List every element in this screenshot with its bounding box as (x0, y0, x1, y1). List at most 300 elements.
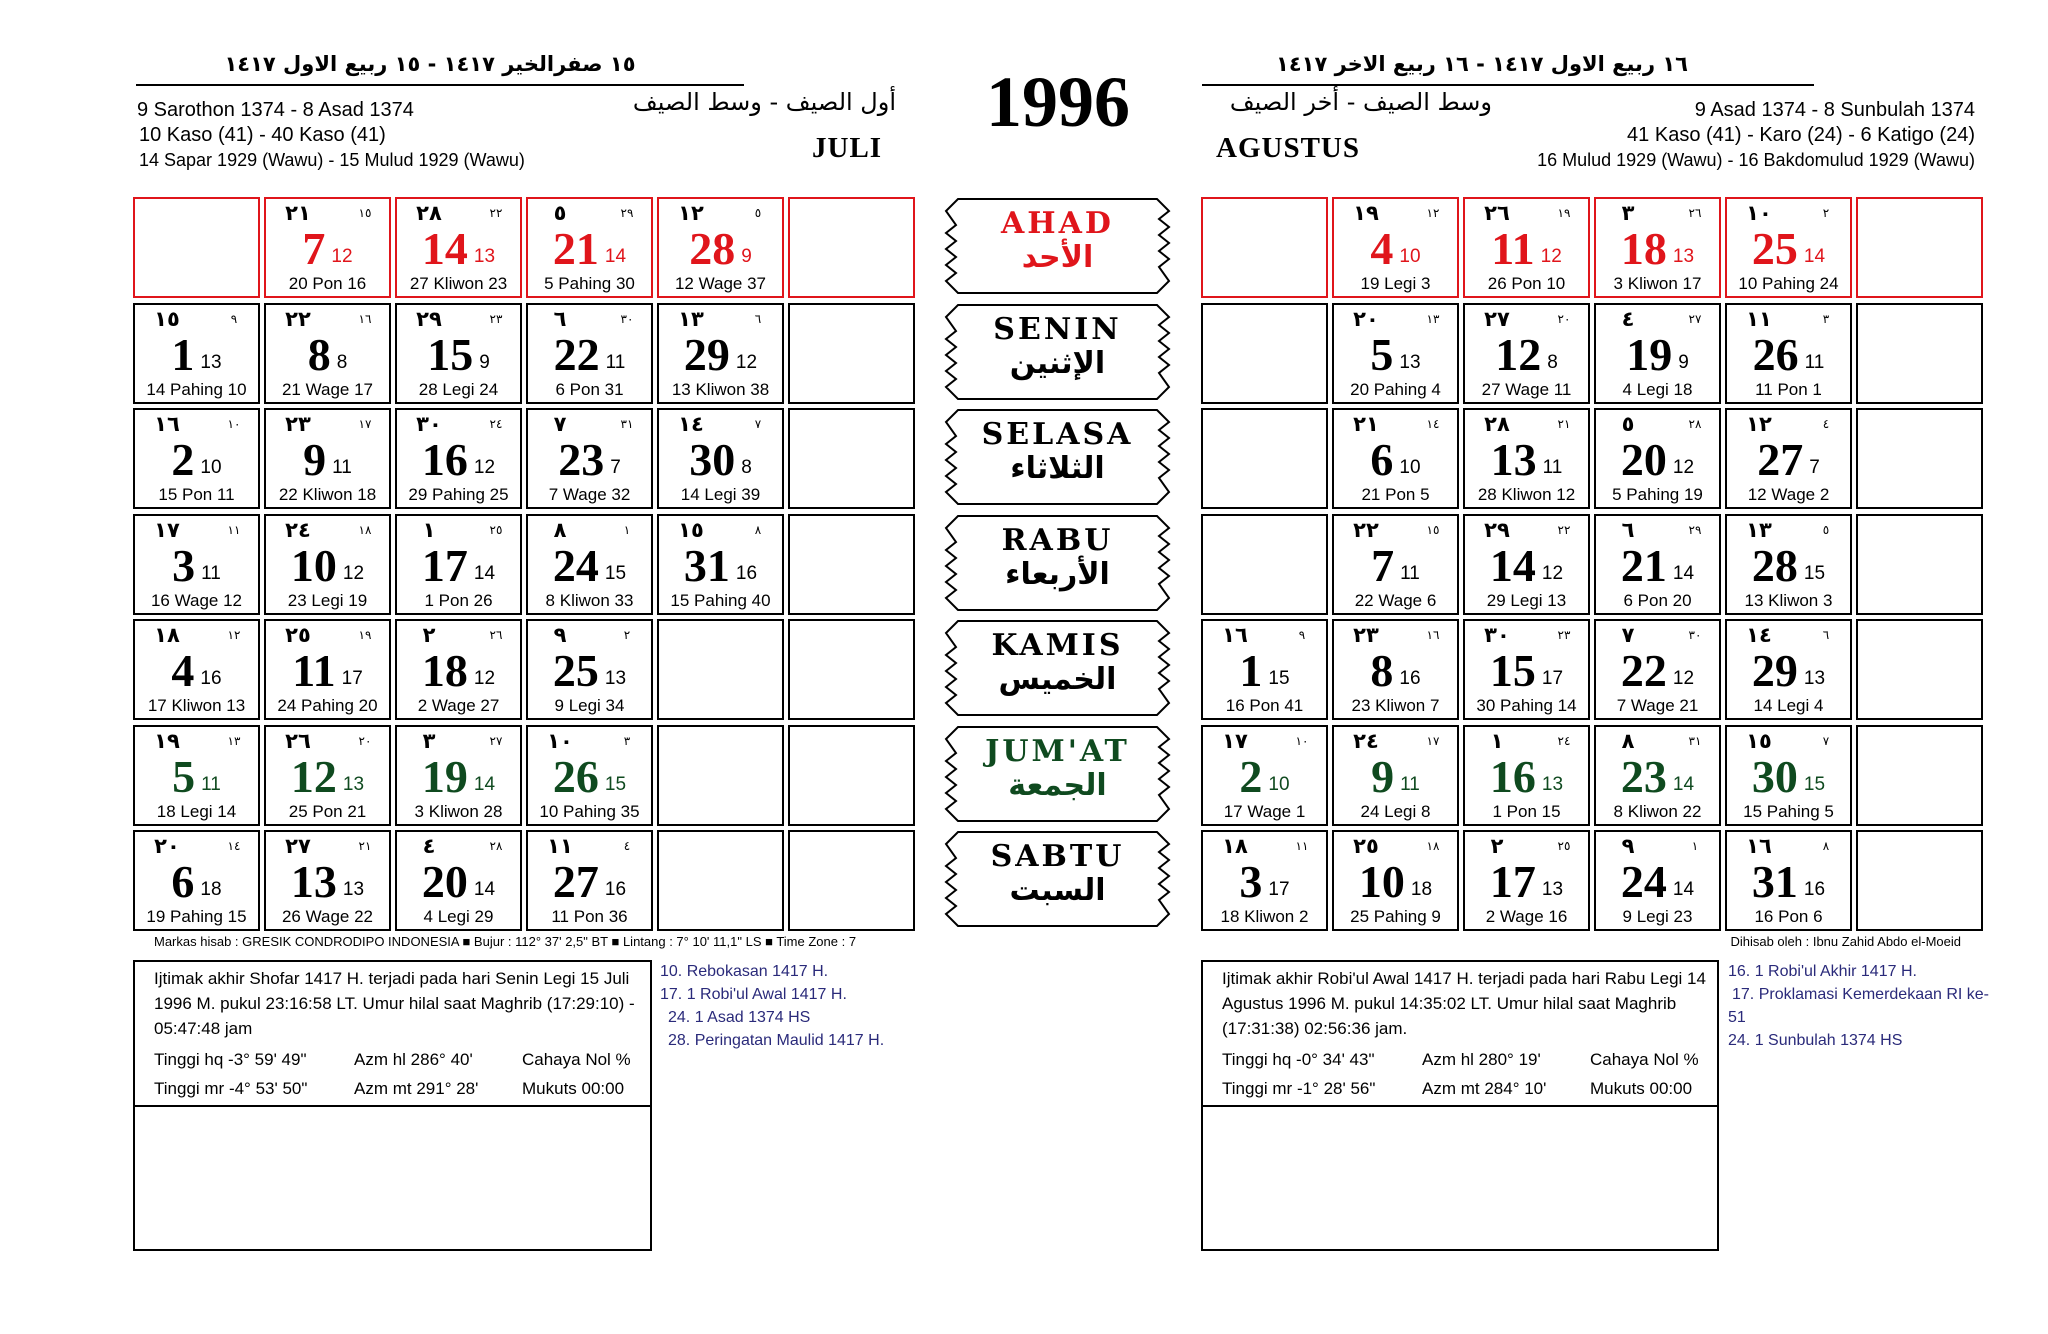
july-event-1: 10. Rebokasan 1417 H. (660, 963, 829, 980)
javanese-day: 13 (1803, 668, 1826, 689)
date-line (397, 645, 520, 696)
date-line (1203, 750, 1326, 802)
hijri-secondary: ٢٠ (358, 733, 372, 748)
javanese-day: 8 (336, 351, 348, 373)
july-day-cell (133, 830, 260, 931)
javanese-day: 18 (1410, 879, 1433, 900)
date-line (1465, 328, 1588, 380)
weekday-rabu (944, 514, 1171, 612)
javanese-day: 18 (200, 879, 222, 900)
hijri-day: ٢٣ (1353, 623, 1379, 647)
date-line (1727, 328, 1850, 380)
weekday-selasa (944, 408, 1171, 506)
july-hijri-range: ١٥ صفرالخير ١٤١٧ - ١٥ ربيع الاول ١٤١٧ (224, 52, 636, 76)
pasaran-label: 20 Pon 16 (288, 274, 367, 293)
pasaran-label: 14 Pahing 10 (146, 379, 247, 399)
hijri-line (1338, 517, 1453, 543)
july-empty-cell (788, 303, 915, 404)
july-day-cell (657, 408, 784, 509)
pasaran-label: 7 Wage 32 (548, 485, 631, 504)
hijri-line (1600, 306, 1715, 332)
date-line (1465, 434, 1588, 485)
july-day-cell (264, 619, 391, 720)
pasaran-label: 11 Pon 1 (1755, 379, 1822, 399)
august-empty-cell (1201, 514, 1328, 615)
hijri-secondary: ١٨ (1426, 839, 1440, 853)
date-line (1596, 645, 1719, 696)
hijri-secondary: ١٥ (358, 206, 372, 220)
hijri-line (139, 833, 254, 859)
hijri-line (1731, 728, 1846, 754)
july-stat-2-3: Mukuts 00:00 (522, 1079, 625, 1098)
hijri-line (532, 517, 647, 543)
hijri-day: ٢١ (285, 201, 311, 225)
gregorian-day: 28 (1751, 539, 1798, 591)
weekday-arabic: الأحد (1021, 240, 1094, 275)
weekday-senin (944, 303, 1171, 401)
july-event-3: 24. 1 Asad 1374 HS (668, 1009, 811, 1026)
hijri-secondary: ٢٥ (1557, 839, 1571, 853)
july-day-cell (395, 830, 522, 931)
date-line (1596, 434, 1719, 485)
date-line (528, 223, 651, 274)
pasaran-label: 12 Wage 2 (1747, 485, 1830, 504)
hijri-secondary: ١٠ (1295, 733, 1309, 748)
july-stat-1-2: Azm hl 286° 40' (354, 1050, 473, 1069)
august-event-2: 17. Proklamasi Kemerdekaan RI ke- (1732, 986, 1989, 1003)
hijri-secondary: ٢٩ (1688, 522, 1702, 537)
javanese-day: 7 (610, 457, 621, 478)
july-day-cell (395, 725, 522, 826)
july-empty-cell (657, 619, 784, 720)
gregorian-day: 20 (1620, 434, 1667, 485)
date-line (528, 328, 651, 380)
july-day-cell (264, 830, 391, 931)
javanese-day: 13 (1399, 351, 1421, 373)
javanese-day: 15 (1803, 562, 1826, 584)
hijri-line (270, 517, 385, 543)
pasaran-label: 19 Legi 3 (1360, 274, 1431, 293)
javanese-day: 14 (473, 562, 496, 584)
gregorian-day: 31 (683, 539, 730, 591)
august-ijtimak-3: (17:31:38) 02:56:36 jam. (1222, 1019, 1408, 1038)
hijri-day: ١٨ (1222, 834, 1248, 858)
hijri-secondary: ٢ (1822, 206, 1830, 220)
date-line (1203, 856, 1326, 907)
weekday-arabic: الأربعاء (1005, 556, 1110, 592)
gregorian-day: 2 (1239, 750, 1263, 802)
august-empty-cell (1856, 514, 1983, 615)
javanese-day: 13 (1541, 879, 1564, 900)
gregorian-day: 10 (1358, 856, 1405, 907)
july-day-cell (657, 197, 784, 298)
august-day-cell (1332, 619, 1459, 720)
weekday-ahad (944, 197, 1171, 295)
javanese-day: 12 (342, 562, 365, 584)
pasaran-label: 15 Pahing 40 (670, 590, 771, 610)
hijri-secondary: ١٧ (358, 417, 372, 431)
hijri-day: ٢٢ (285, 306, 311, 331)
july-day-cell (526, 303, 653, 404)
hijri-secondary: ٨ (754, 522, 762, 537)
hijri-line (663, 306, 778, 332)
august-info-3: 16 Mulud 1929 (Wawu) - 16 Bakdomulud 1929 (Wawu) (1537, 150, 1975, 170)
javanese-day: 10 (1268, 773, 1290, 795)
hijri-secondary: ١٩ (358, 628, 372, 642)
date-line (266, 645, 389, 696)
date-line (1334, 750, 1457, 802)
hijri-secondary: ١٣ (1426, 311, 1440, 326)
hijri-line (1338, 622, 1453, 648)
pasaran-label: 15 Pahing 5 (1743, 801, 1834, 821)
date-line (397, 223, 520, 274)
july-day-cell (395, 619, 522, 720)
gregorian-day: 26 (1752, 328, 1799, 380)
gregorian-day: 23 (558, 434, 605, 485)
pasaran-label: 16 Pon 6 (1754, 907, 1823, 926)
hijri-secondary: ٢٦ (1688, 206, 1702, 220)
gregorian-day: 29 (1751, 645, 1798, 696)
gregorian-day: 14 (1489, 539, 1536, 591)
july-day-cell (133, 514, 260, 615)
date-line (528, 856, 651, 907)
july-day-cell (526, 514, 653, 615)
date-line (266, 328, 389, 380)
pasaran-label: 9 Legi 23 (1622, 907, 1693, 926)
hijri-secondary: ٢٣ (489, 311, 503, 326)
july-event-4: 28. Peringatan Maulid 1417 H. (668, 1032, 885, 1049)
javanese-day: 14 (1803, 246, 1826, 267)
july-day-cell (657, 303, 784, 404)
hijri-secondary: ١٣ (227, 733, 241, 748)
hijri-day: ١٦ (154, 412, 180, 436)
javanese-day: 14 (1672, 879, 1695, 900)
hijri-day: ٣٠ (416, 412, 442, 436)
gregorian-day: 7 (302, 223, 326, 274)
gregorian-day: 17 (421, 539, 468, 591)
july-day-cell (264, 197, 391, 298)
august-ijtimak-2: Agustus 1996 M. pukul 14:35:02 LT. Umur hilal saat Maghrib (1222, 994, 1677, 1013)
javanese-day: 12 (1672, 457, 1695, 478)
pasaran-label: 17 Wage 1 (1223, 801, 1306, 821)
gregorian-day: 16 (421, 434, 468, 485)
hijri-day: ٥ (553, 201, 567, 225)
javanese-day: 10 (1399, 457, 1421, 478)
gregorian-day: 3 (1239, 856, 1263, 907)
javanese-day: 15 (604, 773, 627, 795)
hijri-secondary: ٢٢ (489, 206, 503, 220)
hijri-line (1600, 517, 1715, 543)
javanese-day: 11 (1542, 457, 1563, 478)
hijri-secondary: ١٨ (358, 522, 372, 537)
pasaran-label: 16 Pon 41 (1225, 696, 1304, 715)
pasaran-label: 16 Wage 12 (150, 590, 243, 610)
hijri-secondary: ١٦ (1426, 628, 1440, 642)
hijri-day: ١٠ (547, 728, 573, 753)
hijri-day: ٢٨ (1484, 412, 1510, 436)
pasaran-label: 21 Wage 17 (281, 379, 374, 399)
javanese-day: 11 (1400, 773, 1420, 795)
hijri-line (1469, 728, 1584, 754)
july-day-cell (526, 830, 653, 931)
javanese-day: 10 (200, 457, 222, 478)
august-stat-2-2: Azm mt 284° 10' (1422, 1079, 1547, 1098)
javanese-day: 14 (473, 773, 496, 795)
hijri-line (1207, 833, 1322, 859)
hijri-day: ٢٦ (285, 728, 311, 753)
pasaran-label: 26 Wage 22 (281, 907, 374, 926)
hijri-line (270, 306, 385, 332)
hijri-secondary: ٢١ (1557, 417, 1571, 431)
gregorian-day: 9 (303, 434, 327, 485)
august-month-name: AGUSTUS (1216, 132, 1360, 164)
pasaran-label: 19 Pahing 15 (146, 907, 247, 926)
date-line (397, 434, 520, 485)
july-day-cell (264, 725, 391, 826)
hijri-day: ١٢ (1746, 412, 1772, 436)
hijri-line (1338, 200, 1453, 226)
gregorian-day: 14 (421, 223, 468, 274)
date-line (1727, 539, 1850, 591)
hijri-secondary: ٣٠ (1688, 628, 1702, 642)
date-line (659, 223, 782, 274)
hijri-day: ٢ (1490, 834, 1504, 858)
august-day-cell (1201, 619, 1328, 720)
javanese-day: 12 (331, 246, 353, 267)
hijri-line (663, 517, 778, 543)
august-empty-cell (1856, 830, 1983, 931)
hijri-line (1731, 306, 1846, 332)
gregorian-day: 12 (1495, 328, 1542, 380)
gregorian-day: 12 (290, 750, 337, 802)
gregorian-day: 25 (1751, 223, 1798, 274)
pasaran-label: 27 Wage 11 (1481, 379, 1572, 399)
pasaran-label: 13 Kliwon 3 (1744, 590, 1833, 610)
javanese-day: 7 (1809, 457, 1820, 478)
hijri-secondary: ٥ (754, 206, 762, 220)
july-day-cell (395, 303, 522, 404)
hijri-secondary: ١٥ (1426, 522, 1440, 537)
hijri-day: ٩ (553, 623, 567, 647)
july-day-cell (395, 408, 522, 509)
hijri-secondary: ١٢ (1426, 206, 1440, 220)
hijri-secondary: ١ (623, 522, 631, 537)
july-month-name: JULI (812, 132, 883, 164)
pasaran-label: 4 Legi 18 (1622, 379, 1693, 399)
pasaran-label: 8 Kliwon 33 (545, 590, 634, 610)
july-day-cell (264, 408, 391, 509)
july-day-cell (526, 619, 653, 720)
date-line (397, 328, 520, 380)
javanese-day: 16 (1399, 668, 1421, 689)
date-line (528, 539, 651, 591)
weekday-arabic: الثلاثاء (1010, 451, 1105, 486)
hijri-day: ٧ (553, 412, 567, 436)
august-season: وسط الصيف - أخر الصيف (1229, 88, 1492, 116)
august-info-2: 41 Kaso (41) - Karo (24) - 6 Katigo (24) (1627, 124, 1975, 146)
july-info-3: 14 Sapar 1929 (Wawu) - 15 Mulud 1929 (Wawu) (139, 150, 525, 170)
javanese-day: 14 (1672, 773, 1695, 795)
date-line (1334, 856, 1457, 907)
gregorian-day: 19 (1626, 328, 1673, 380)
pasaran-label: 30 Pahing 14 (1476, 696, 1577, 715)
gregorian-day: 13 (1490, 434, 1537, 485)
pasaran-label: 27 Kliwon 23 (409, 274, 508, 293)
gregorian-day: 22 (553, 328, 600, 380)
july-info-1: 9 Sarothon 1374 - 8 Asad 1374 (137, 99, 414, 121)
august-day-cell (1463, 725, 1590, 826)
hijri-day: ٢ (422, 623, 436, 647)
hijri-secondary: ٤ (1822, 417, 1830, 431)
hijri-day: ٨ (1621, 728, 1635, 753)
pasaran-label: 3 Kliwon 17 (1613, 274, 1702, 293)
gregorian-day: 18 (1620, 223, 1667, 274)
weekday-latin: JUM'AT (985, 733, 1130, 769)
date-line (1465, 856, 1588, 907)
hijri-line (532, 728, 647, 754)
hijri-line (270, 728, 385, 754)
july-day-cell (133, 619, 260, 720)
hijri-day: ٢٤ (285, 517, 311, 542)
august-day-cell (1332, 514, 1459, 615)
gregorian-day: 8 (1370, 645, 1394, 696)
gregorian-day: 4 (1370, 223, 1394, 274)
hijri-day: ١٧ (1222, 728, 1248, 753)
hijri-secondary: ١٠ (227, 417, 241, 431)
hijri-line (1338, 728, 1453, 754)
gregorian-day: 31 (1751, 856, 1798, 907)
august-event-1: 16. 1 Robi'ul Akhir 1417 H. (1728, 963, 1917, 980)
date-line (1465, 223, 1588, 274)
august-day-cell (1332, 830, 1459, 931)
august-day-cell (1201, 830, 1328, 931)
august-empty-cell (1856, 197, 1983, 298)
august-day-cell (1725, 725, 1852, 826)
hijri-line (1731, 517, 1846, 543)
javanese-day: 11 (332, 457, 352, 478)
pasaran-label: 12 Wage 37 (674, 274, 767, 293)
july-ijtimak-1: Ijtimak akhir Shofar 1417 H. terjadi pada hari Senin Legi 15 Juli (154, 969, 630, 988)
august-empty-cell (1856, 619, 1983, 720)
hijri-secondary: ٩ (1298, 628, 1306, 642)
date-line (528, 750, 651, 802)
august-empty-cell (1201, 197, 1328, 298)
hijri-day: ٢٠ (1353, 306, 1379, 331)
gregorian-day: 3 (172, 539, 196, 591)
pasaran-label: 10 Pahing 35 (539, 801, 640, 821)
pasaran-label: 29 Pahing 25 (408, 485, 509, 504)
javanese-day: 17 (1541, 668, 1564, 689)
august-day-cell (1463, 830, 1590, 931)
javanese-day: 12 (1541, 562, 1564, 584)
date-line (1334, 645, 1457, 696)
july-stat-1-1: Tinggi hq -3° 59' 49" (154, 1050, 307, 1069)
hijri-day: ١٨ (154, 623, 180, 647)
hijri-day: ١ (1490, 728, 1504, 753)
pasaran-label: 25 Pon 21 (288, 801, 367, 821)
august-day-cell (1463, 619, 1590, 720)
hijri-line (139, 517, 254, 543)
date-line (1334, 539, 1457, 591)
javanese-day: 15 (604, 562, 627, 584)
javanese-day: 16 (735, 562, 758, 584)
pasaran-label: 6 Pon 20 (1623, 590, 1692, 610)
date-line (1727, 645, 1850, 696)
pasaran-label: 4 Legi 29 (423, 907, 494, 926)
pasaran-label: 5 Pahing 30 (544, 274, 635, 293)
hijri-line (1338, 411, 1453, 437)
hijri-day: ٤ (1621, 306, 1635, 331)
weekday-jumat (944, 725, 1171, 823)
date-line (397, 856, 520, 907)
hijri-day: ٤ (422, 834, 436, 858)
hijri-secondary: ٩ (230, 311, 238, 326)
hijri-line (1207, 728, 1322, 754)
pasaran-label: 8 Kliwon 22 (1613, 801, 1702, 821)
pasaran-label: 28 Kliwon 12 (1477, 485, 1576, 504)
july-day-cell (395, 197, 522, 298)
date-line (1334, 434, 1457, 485)
pasaran-label: 24 Pahing 20 (277, 696, 378, 715)
javanese-day: 11 (201, 562, 221, 584)
date-line (1727, 434, 1850, 485)
javanese-day: 9 (1678, 351, 1689, 373)
javanese-day: 9 (741, 246, 752, 267)
gregorian-day: 5 (1370, 328, 1394, 380)
pasaran-label: 21 Pon 5 (1361, 485, 1430, 504)
august-day-cell (1594, 514, 1721, 615)
august-day-cell (1594, 303, 1721, 404)
javanese-day: 13 (200, 351, 222, 373)
date-line (1465, 645, 1588, 696)
hijri-secondary: ٤ (623, 839, 631, 853)
july-empty-cell (788, 514, 915, 615)
hijri-line (139, 728, 254, 754)
july-header-rule (136, 84, 744, 86)
javanese-day: 16 (1803, 879, 1826, 900)
hijri-line (532, 306, 647, 332)
hijri-day: ٢٧ (285, 834, 311, 858)
august-hijri-range: ١٦ ربيع الاول ١٤١٧ - ١٦ ربيع الاخر ١٤١٧ (1276, 52, 1688, 76)
hijri-line (139, 411, 254, 437)
javanese-day: 12 (473, 457, 496, 478)
gregorian-day: 18 (421, 645, 468, 696)
hijri-line (139, 306, 254, 332)
july-empty-cell (788, 619, 915, 720)
year-title: 1996 (986, 62, 1130, 142)
hijri-secondary: ٢٩ (620, 206, 634, 220)
hijri-line (270, 411, 385, 437)
hijri-line (401, 306, 516, 332)
date-line (659, 328, 782, 380)
hijri-day: ٣٠ (1484, 623, 1510, 647)
gregorian-day: 29 (683, 328, 730, 380)
gregorian-day: 27 (552, 856, 599, 907)
javanese-day: 11 (1804, 351, 1825, 373)
date-line (266, 223, 389, 274)
hijri-line (401, 728, 516, 754)
pasaran-label: 17 Kliwon 13 (147, 696, 246, 715)
date-line (135, 539, 258, 591)
july-day-cell (264, 514, 391, 615)
pasaran-label: 28 Legi 24 (418, 379, 499, 399)
javanese-day: 15 (1268, 668, 1290, 689)
javanese-day: 13 (473, 246, 496, 267)
hijri-day: ٢١ (1353, 412, 1379, 436)
hijri-line (401, 517, 516, 543)
date-line (1203, 645, 1326, 696)
javanese-day: 11 (1400, 562, 1420, 584)
